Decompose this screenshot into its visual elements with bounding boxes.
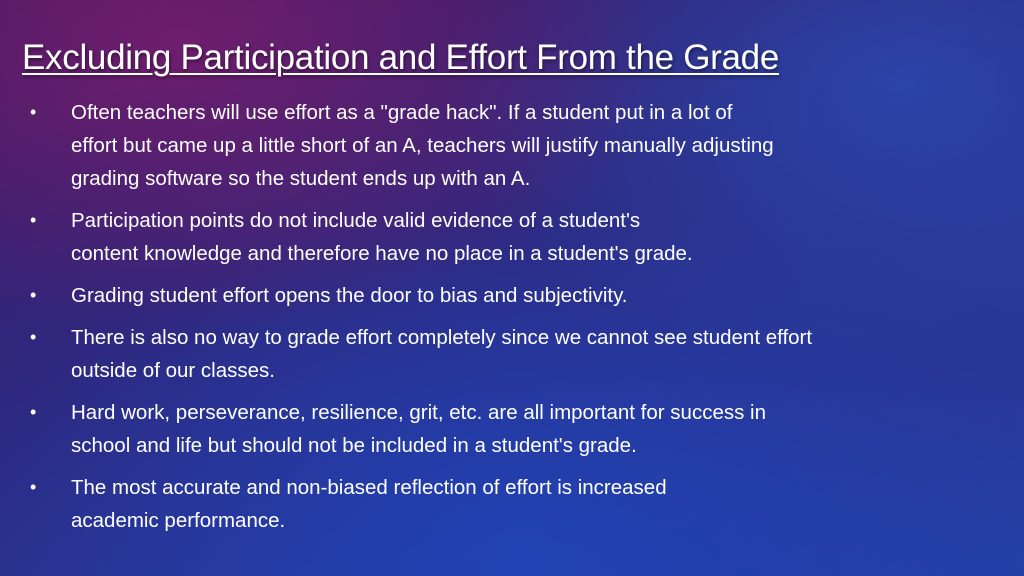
bullet-item bbox=[28, 471, 1003, 537]
bullet-dot-icon: • bbox=[30, 477, 37, 497]
bullet-line: Participation points do not include valid evidence of a student's bbox=[71, 209, 641, 232]
bullet-line: school and life but should not be included in a student's grade. bbox=[71, 434, 637, 457]
bullet-dot-icon: • bbox=[30, 402, 37, 422]
bullet-line: academic performance. bbox=[71, 509, 286, 532]
bullet-line: Hard work, perseverance, resilience, grit, etc. are all important for success in bbox=[71, 401, 766, 424]
bullet-line: content knowledge and therefore have no place in a student's grade. bbox=[71, 242, 693, 265]
bullet-dot-icon: • bbox=[30, 327, 37, 347]
bullet-text bbox=[71, 471, 1003, 537]
bullet-line: effort but came up a little short of an A, teachers will justify manually adjusting bbox=[71, 134, 774, 157]
bullet-line: outside of our classes. bbox=[71, 359, 275, 382]
bullet-text bbox=[71, 321, 1003, 387]
bullet-item bbox=[28, 396, 1003, 462]
bullet-item bbox=[28, 96, 1003, 195]
bullet-text bbox=[71, 96, 1003, 195]
bullet-line: There is also no way to grade effort completely since we cannot see student effort bbox=[71, 326, 813, 349]
bullet-line: The most accurate and non-biased reflection of effort is increased bbox=[71, 476, 667, 499]
bullet-list bbox=[28, 96, 1003, 546]
slide-title: Excluding Participation and Effort From the Grade bbox=[22, 38, 779, 77]
bullet-line: Grading student effort opens the door to bias and subjectivity. bbox=[71, 284, 628, 307]
bullet-dot-icon: • bbox=[30, 102, 37, 122]
bullet-item bbox=[28, 204, 1003, 270]
bullet-item bbox=[28, 279, 1003, 312]
bullet-text bbox=[71, 204, 1003, 270]
bullet-text bbox=[71, 396, 1003, 462]
bullet-dot-icon: • bbox=[30, 210, 37, 230]
bullet-text bbox=[71, 279, 1003, 312]
bullet-dot-icon: • bbox=[30, 285, 37, 305]
bullet-line: Often teachers will use effort as a "grade hack". If a student put in a lot of bbox=[71, 101, 733, 124]
bullet-line: grading software so the student ends up with an A. bbox=[71, 167, 531, 190]
bullet-item bbox=[28, 321, 1003, 387]
